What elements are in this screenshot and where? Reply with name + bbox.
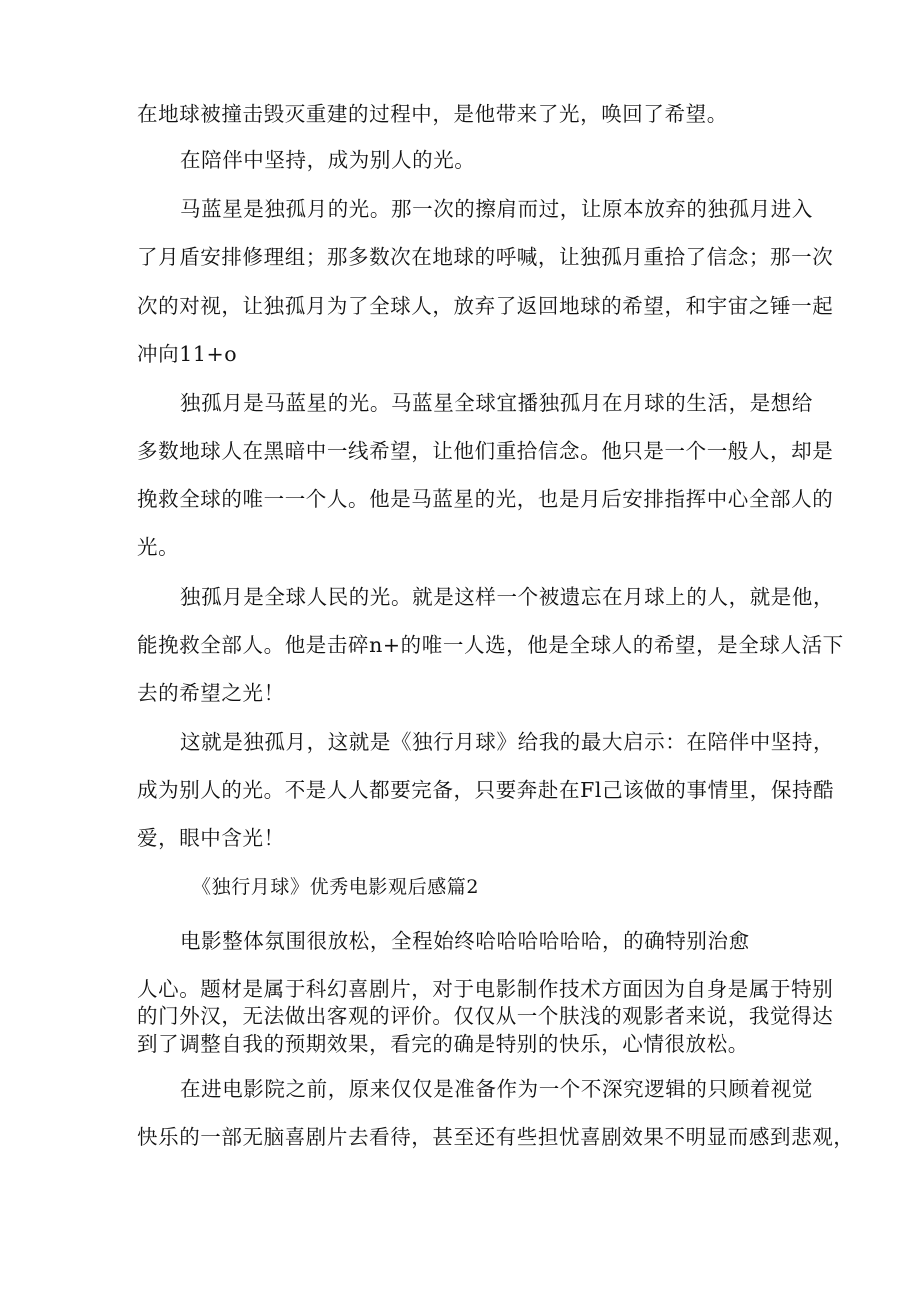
text-line: 在进电影院之前，原来仅仅是准备作为一个不深究逻辑的只顾着视觉 <box>180 1077 813 1101</box>
text-line: 冲向11+o <box>137 342 238 366</box>
section-heading: 《独行月球》优秀电影观后感篇2 <box>192 876 480 898</box>
text-line: 挽救全球的唯一一个人。他是马蓝星的光，也是月后安排指挥中心全部人的 <box>137 487 834 511</box>
text-line: 去的希望之光！ <box>137 681 285 705</box>
text-line: 在地球被撞击毁灭重建的过程中，是他带来了光，唤回了希望。 <box>137 102 728 126</box>
text-line: 次的对视，让独孤月为了全球人，放弃了返回地球的希望，和宇宙之锤一起 <box>137 294 834 318</box>
text-line: 在陪伴中坚持，成为别人的光。 <box>180 148 476 172</box>
text-line: 这就是独孤月，这就是《独行月球》给我的最大启示：在陪伴中坚持， <box>180 730 835 754</box>
text-line: 成为别人的光。不是人人都要完备，只要奔赴在Fl己该做的事情里，保持酷 <box>137 778 835 802</box>
text-line: 独孤月是马蓝星的光。马蓝星全球宜播独孤月在月球的生活，是想给 <box>180 391 813 415</box>
text-line: 多数地球人在黑暗中一线希望，让他们重拾信念。他只是一个一般人，却是 <box>137 439 834 463</box>
text-line: 马蓝星是独孤月的光。那一次的擦肩而过，让原本放弃的独孤月进入 <box>180 197 813 221</box>
text-line: 快乐的一部无脑喜剧片去看待，甚至还有些担忧喜剧效果不明显而感到悲观， <box>137 1125 855 1149</box>
text-line: 的门外汉，无法做出客观的评价。仅仅从一个肤浅的观影者来说，我觉得达 <box>137 1004 834 1028</box>
text-line: 爱，眼中含光！ <box>137 826 285 850</box>
text-line: 能挽救全部人。他是击碎n+的唯一人选，他是全球人的希望，是全球人活下 <box>137 633 844 657</box>
text-line: 人心。题材是属于科幻喜剧片，对于电影制作技术方面因为自身是属于特别 <box>137 977 834 1001</box>
text-line: 了月盾安排修理组；那多数次在地球的呼喊，让独孤月重拾了信念；那一次 <box>137 245 834 269</box>
text-line: 电影整体氛围很放松，全程始终哈哈哈哈哈哈，的确特别治愈 <box>180 929 750 953</box>
text-line: 光。 <box>137 535 180 559</box>
text-line: 独孤月是全球人民的光。就是这样一个被遗忘在月球上的人，就是他， <box>180 585 835 609</box>
text-line: 到了调整自我的预期效果，看完的确是特别的快乐，心情很放松。 <box>137 1032 749 1056</box>
